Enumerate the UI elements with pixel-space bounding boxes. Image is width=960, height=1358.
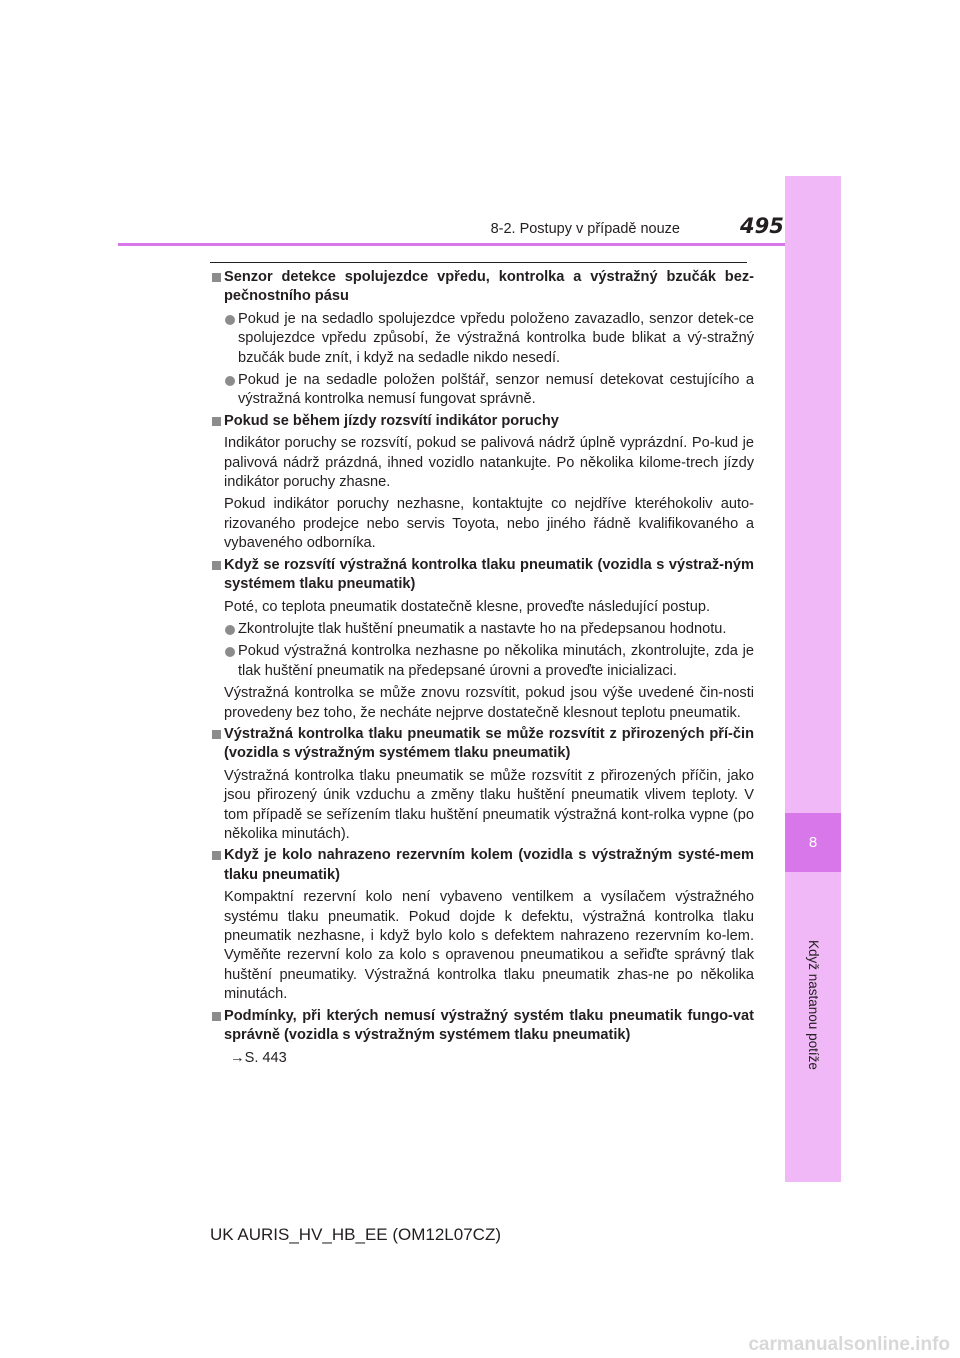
- content-top-rule: [210, 262, 747, 263]
- square-bullet-icon: [212, 273, 221, 282]
- paragraph: Indikátor poruchy se rozsvítí, pokud se palivová nádrž úplně vyprázdní. Po-kud je palivová nádrž prázdná, ihned vozidlo natankujte. Po několika kilome-trech jízdy indikátor poruchy zhasne.: [224, 435, 754, 491]
- circle-bullet-icon: [225, 647, 235, 657]
- section: [210, 412, 754, 554]
- page-number: 495: [740, 214, 784, 238]
- paragraph: Poté, co teplota pneumatik dostatečně klesne, proveďte následující postup.: [224, 598, 711, 615]
- section-heading: Když se rozsvítí výstražná kontrolka tlaku pneumatik (vozidla s výstraž-ným systémem tlaku pneumatik): [224, 556, 754, 593]
- section: [210, 1007, 754, 1069]
- chapter-number-box: [785, 813, 841, 872]
- section-heading: Senzor detekce spolujezdce vpředu, kontrolka a výstražný bzučák bez-pečnostního pásu: [224, 269, 754, 305]
- chapter-number: 8: [808, 834, 818, 851]
- paragraph: Kompaktní rezervní kolo není vybaveno ventilkem a vysílačem výstražného systému tlaku pneumatik. Pokud dojde k defektu, výstražná kontrolka tlaku pneumatik nezhasne, i když bylo kolo s defektem nahrazeno rezervním ko-lem. Vyměňte rezervní kolo za kolo s opravenou pneumatikou a seřiďte správný tlak huštění pneumatiky. Výstražná kontrolka tlaku pneumatik zhas-ne po několika minutách.: [224, 889, 754, 1003]
- section: [210, 846, 754, 1004]
- square-bullet-icon: [212, 1012, 221, 1021]
- section: [210, 725, 754, 844]
- chapter-title-vertical: Když nastanou potíže: [806, 940, 821, 1070]
- section: [210, 268, 754, 410]
- bullet-text: Pokud je na sedadlo spolujezdce vpředu položeno zavazadlo, senzor detek-ce spolujezdce vpředu způsobí, že výstražná kontrolka bude blikat a vý-stražný bzučák bude znít, i když na sedadle nikdo nesedí.: [238, 310, 754, 366]
- watermark: carmanualsonline.info: [748, 1334, 950, 1355]
- square-bullet-icon: [212, 730, 221, 739]
- circle-bullet-icon: [225, 625, 235, 635]
- bullet-item: [224, 642, 754, 681]
- bullet-text: Pokud je na sedadle položen polštář, senzor nemusí detekovat cestujícího a výstražná kontrolka nemusí fungovat správně.: [238, 372, 754, 408]
- square-bullet-icon: [212, 851, 221, 860]
- paragraph: Pokud indikátor poruchy nezhasne, kontaktujte co nejdříve kteréhokoliv auto-rizovaného prodejce nebo servis Toyota, nebo jiného řádně kvalifikovaného a vybaveného odborníka.: [224, 496, 754, 552]
- square-bullet-icon: [212, 417, 221, 426]
- page-content: [210, 266, 754, 1069]
- page-reference: →S. 443: [230, 1050, 287, 1067]
- bullet-item: [224, 371, 754, 410]
- paragraph: Výstražná kontrolka tlaku pneumatik se může rozsvítit z přirozených příčin, jako jsou přirozený únik vzduchu a změny tlaku huštění pneumatik vlivem teploty. V tom případě se seřízením tlaku huštění pneumatik výstražná kont-rolka vypne (po několika minutách).: [224, 767, 754, 842]
- section-heading: Podmínky, při kterých nemusí výstražný systém tlaku pneumatik fungo-vat správně (vozidla s výstražným systémem tlaku pneumatik): [224, 1007, 754, 1044]
- circle-bullet-icon: [225, 376, 235, 386]
- section: [210, 556, 754, 723]
- section-heading: Když je kolo nahrazeno rezervním kolem (vozidla s výstražným systé-mem tlaku pneumatik): [224, 847, 754, 883]
- circle-bullet-icon: [225, 315, 235, 325]
- header-rule: [118, 243, 785, 246]
- section-heading: Výstražná kontrolka tlaku pneumatik se může rozsvítit z přirozených pří-čin (vozidla s výstražným systémem tlaku pneumatik): [224, 725, 754, 762]
- square-bullet-icon: [212, 561, 221, 570]
- header-section-title: 8-2. Postupy v případě nouze: [490, 221, 680, 237]
- footer-model-code: UK AURIS_HV_HB_EE (OM12L07CZ): [210, 1225, 501, 1244]
- bullet-text: Pokud výstražná kontrolka nezhasne po několika minutách, zkontrolujte, zda je tlak huštění pneumatik na předepsané úrovni a proveďte inicializaci.: [238, 643, 754, 679]
- bullet-text: Zkontrolujte tlak huštění pneumatik a nastavte ho na předepsanou hodnotu.: [238, 620, 727, 637]
- bullet-item: [224, 620, 754, 639]
- section-heading: Pokud se během jízdy rozsvítí indikátor poruchy: [224, 412, 559, 429]
- paragraph: Výstražná kontrolka se může znovu rozsvítit, pokud jsou výše uvedené čin-nosti provedeny bez toho, že necháte nejprve dostatečně klesnout teplotu pneumatik.: [224, 685, 754, 721]
- bullet-item: [224, 310, 754, 368]
